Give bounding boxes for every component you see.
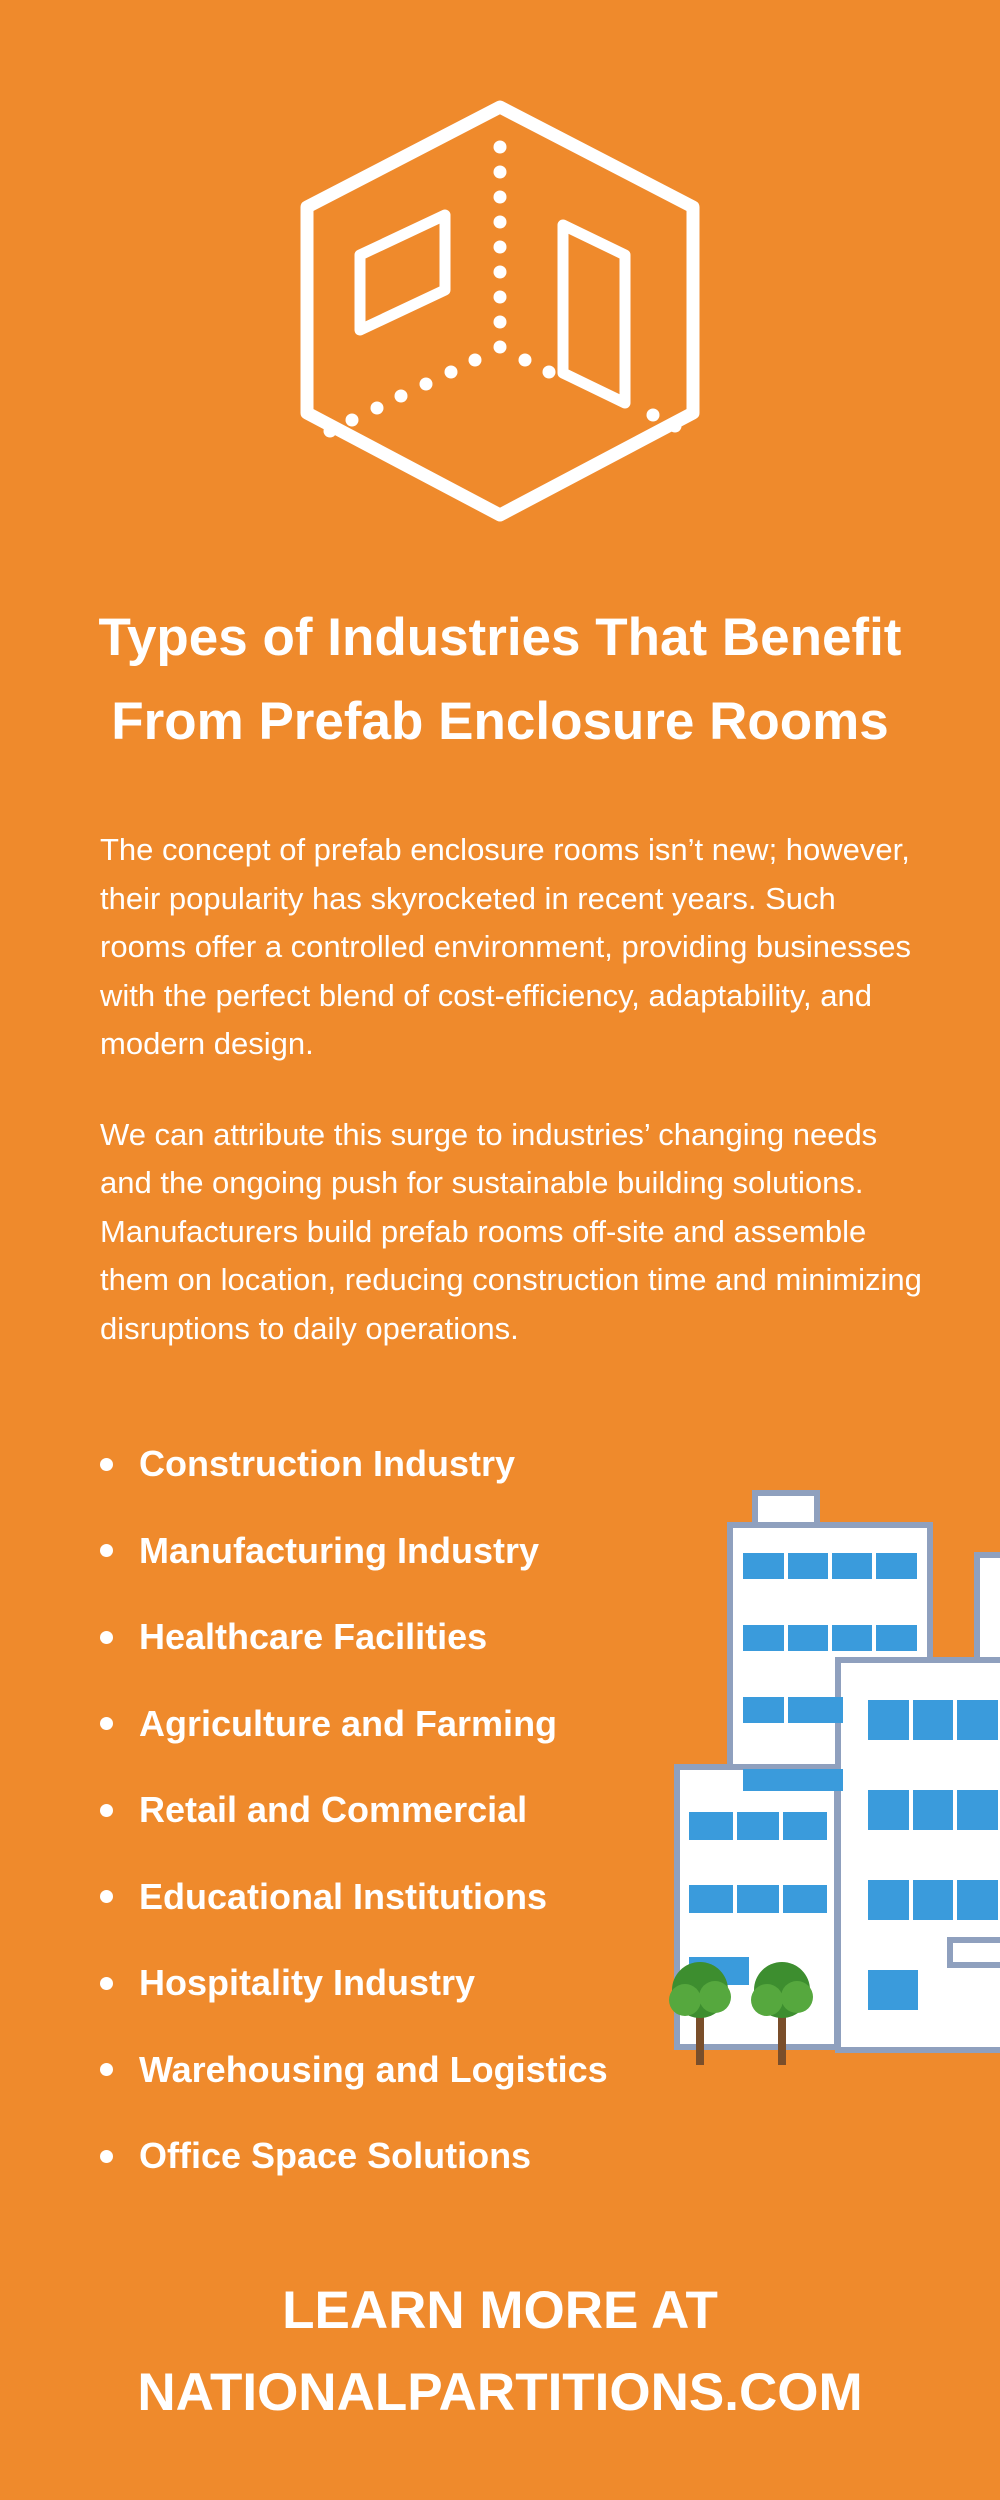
list-item xyxy=(100,2113,660,2200)
industry-label: Warehousing and Logistics xyxy=(139,2048,608,2090)
list-item xyxy=(100,1940,660,2027)
list-item xyxy=(100,2027,660,2114)
list-item xyxy=(100,1508,660,1595)
intro-paragraph-2: We can attribute this surge to industries’ changing needs and the ongoing push for sustainable building solutions. Manufacturers build prefab rooms off-site and assemble them on location, reducing construction time and minimizing disruptions to daily operations. xyxy=(100,1116,922,1346)
industry-label: Hospitality Industry xyxy=(139,1962,476,2004)
cta-website-link[interactable]: NATIONALPARTITIONS.COM xyxy=(137,2363,863,2422)
page-title xyxy=(40,596,960,764)
office-buildings-illustration xyxy=(655,1485,1000,2085)
bullet-icon xyxy=(100,1977,113,1990)
bullet-icon xyxy=(100,2150,113,2163)
bullet-icon xyxy=(100,1717,113,1730)
industry-label: Construction Industry xyxy=(139,1443,515,1485)
title-line-2: From Prefab Enclosure Rooms xyxy=(111,692,889,751)
industry-list xyxy=(100,1421,660,2200)
bullet-icon xyxy=(100,1458,113,1471)
title-line-1: Types of Industries That Benefit xyxy=(98,608,902,667)
industry-label: Retail and Commercial xyxy=(139,1789,528,1831)
industry-label: Agriculture and Farming xyxy=(139,1702,558,1744)
bullet-icon xyxy=(100,1631,113,1644)
list-item xyxy=(100,1854,660,1941)
bullet-icon xyxy=(100,2063,113,2076)
bullet-icon xyxy=(100,1890,113,1903)
bullet-icon xyxy=(100,1804,113,1817)
industry-label: Office Space Solutions xyxy=(139,2135,532,2177)
intro-paragraph-1: The concept of prefab enclosure rooms isn’t new; however, their popularity has skyrocketed in recent years. Such rooms offer a controlled environment, providing businesses with the perfect blend of cost-efficiency, adaptability, and modern design. xyxy=(100,832,912,1061)
cta-line-1: LEARN MORE AT xyxy=(282,2281,718,2340)
intro-text xyxy=(100,826,930,1395)
prefab-room-cube-icon xyxy=(295,95,705,525)
list-item xyxy=(100,1594,660,1681)
list-item xyxy=(100,1767,660,1854)
industry-label: Healthcare Facilities xyxy=(139,1616,488,1658)
bullet-icon xyxy=(100,1544,113,1557)
industry-label: Manufacturing Industry xyxy=(139,1529,540,1571)
list-item xyxy=(100,1681,660,1768)
cta-text xyxy=(40,2270,960,2434)
industry-label: Educational Institutions xyxy=(139,1875,548,1917)
list-item xyxy=(100,1421,660,1508)
